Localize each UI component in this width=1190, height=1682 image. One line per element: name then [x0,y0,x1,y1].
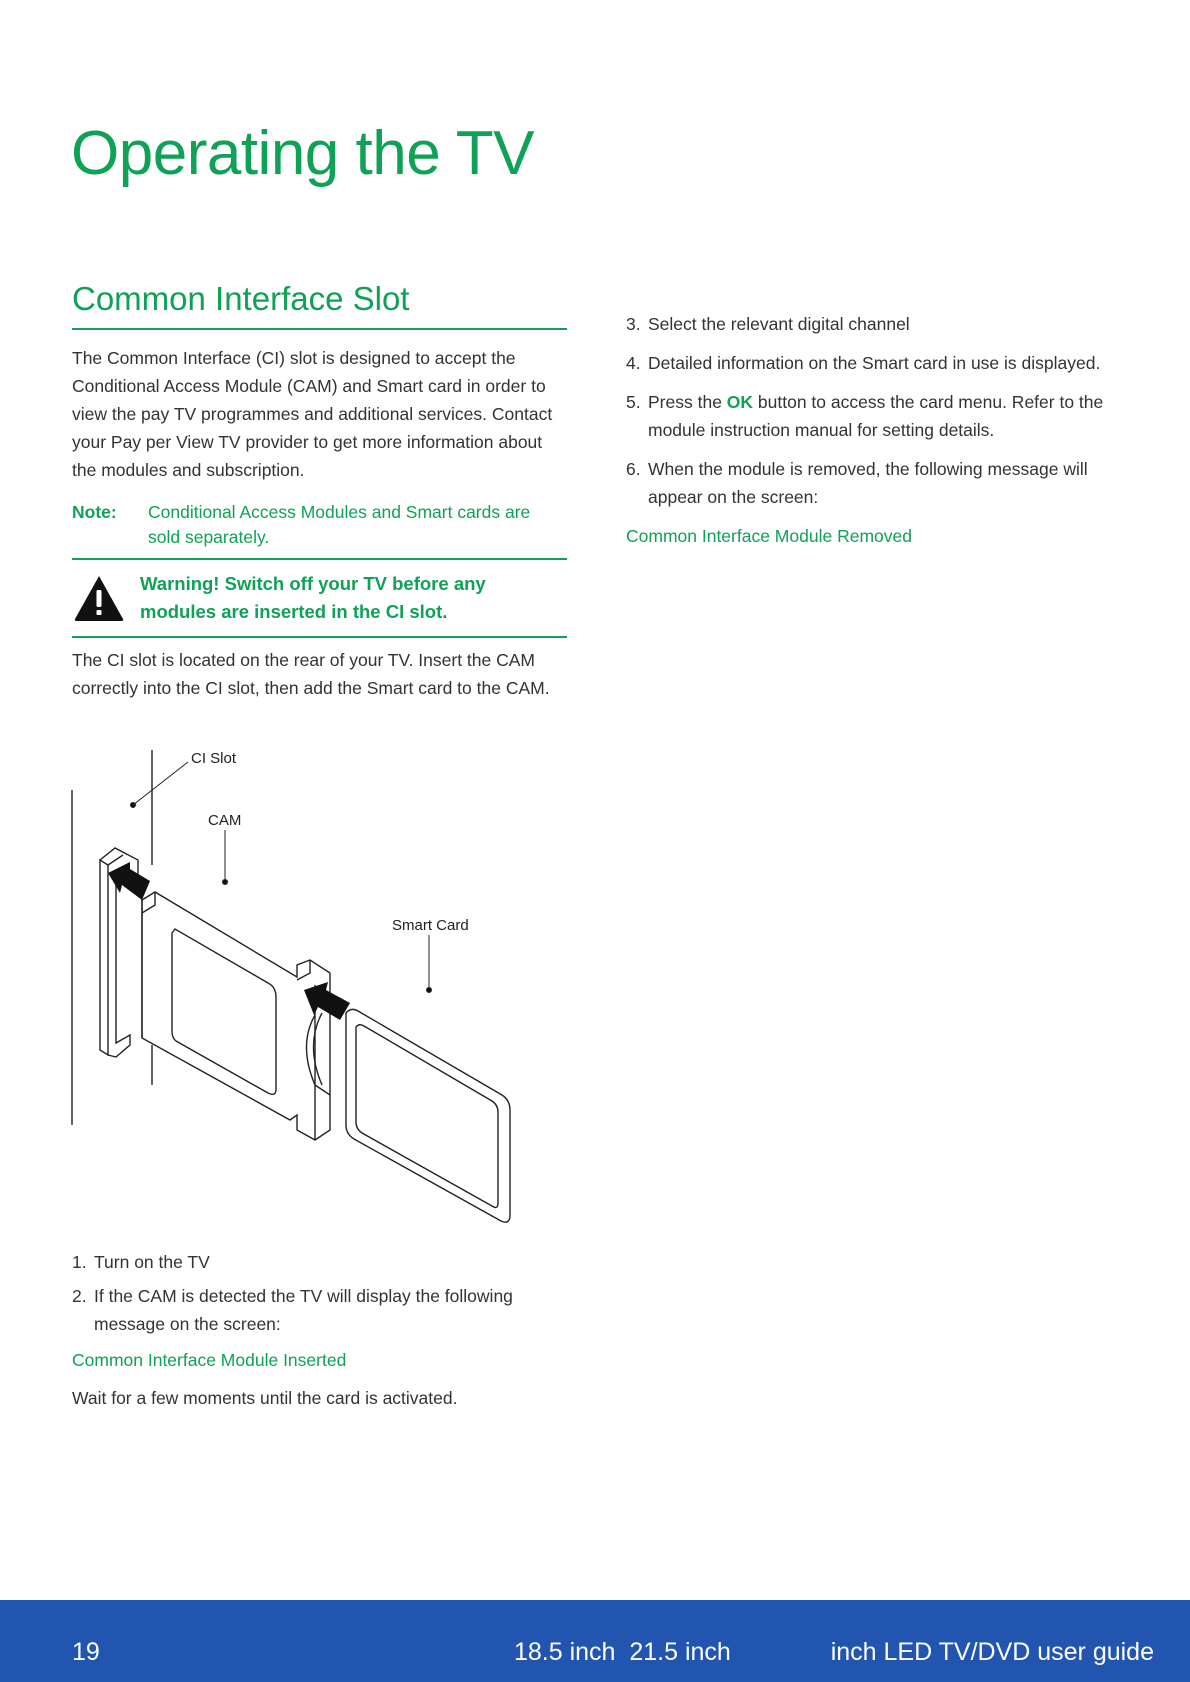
steps-left [72,1248,567,1412]
smart-card [346,1009,510,1222]
step-text: Select the relevant digital channel [648,314,910,334]
ok-button-label: OK [726,392,754,412]
right-column [626,310,1126,550]
step-text: Detailed information on the Smart card in use is displayed. [648,353,1101,373]
list-item [72,1282,567,1338]
list-item [626,455,1126,511]
footer-guide-title: inch LED TV/DVD user guide [830,1638,1154,1666]
warning-line-2: modules are inserted in the CI slot. [140,601,448,622]
step-text [648,388,1126,444]
step-text-post: button to access the card menu. Refer to the module instruction manual for setting details. [648,392,1104,440]
warning-line-1: Warning! Switch off your TV before any [140,573,486,594]
step-number: 6. [626,459,641,479]
page-title: Operating the TV [71,119,535,188]
tv-rear-panel [72,750,152,1125]
step-number: 2. [72,1286,87,1306]
page-number: 19 [72,1638,100,1666]
step-number: 5. [626,392,641,412]
steps-list-left [72,1248,567,1338]
list-item [626,310,1126,338]
steps-list-right [626,310,1126,511]
step-text: Turn on the TV [94,1252,210,1272]
step-number: 3. [626,314,641,334]
section-title: Common Interface Slot [72,280,567,330]
left-column [72,280,567,702]
step-text: When the module is removed, the following message will appear on the screen: [648,459,1088,507]
cam-module [142,892,330,1140]
warning-text [140,570,486,626]
note-box [72,500,567,560]
step-number: 1. [72,1252,87,1272]
message-removed: Common Interface Module Removed [626,526,912,546]
warning-triangle-icon [72,573,126,623]
insert-arrow-cam [108,862,150,900]
ci-slot-label: CI Slot [191,750,237,767]
smart-card-label: Smart Card [392,917,469,934]
note-text: Conditional Access Modules and Smart cards are sold separately. [148,502,531,547]
note-label: Note: [72,502,117,522]
message-inserted: Common Interface Module Inserted [72,1350,347,1370]
cam-insertion-diagram [60,745,520,1235]
step-text-pre: Press the [648,392,727,412]
list-item [72,1248,567,1276]
warning-box [72,560,567,638]
step-text: If the CAM is detected the TV will display the following message on the screen: [94,1286,513,1334]
footer-sizes: 18.5 inch 21.5 inch [514,1638,731,1666]
footer-bar [0,1600,1190,1682]
wait-text: Wait for a few moments until the card is activated. [72,1388,458,1408]
step-number: 4. [626,353,641,373]
cam-label: CAM [208,812,242,829]
list-item [626,388,1126,444]
intro-paragraph: The Common Interface (CI) slot is designed to accept the Conditional Access Module (CAM) and Smart card in order to view the pay TV programmes and additional services. Contact your Pay per View TV provider to get more information about the modules and subscription. [72,348,553,480]
ci-location-paragraph: The CI slot is located on the rear of your TV. Insert the CAM correctly into the CI slot, then add the Smart card to the CAM. [72,650,550,698]
list-item [626,349,1126,377]
